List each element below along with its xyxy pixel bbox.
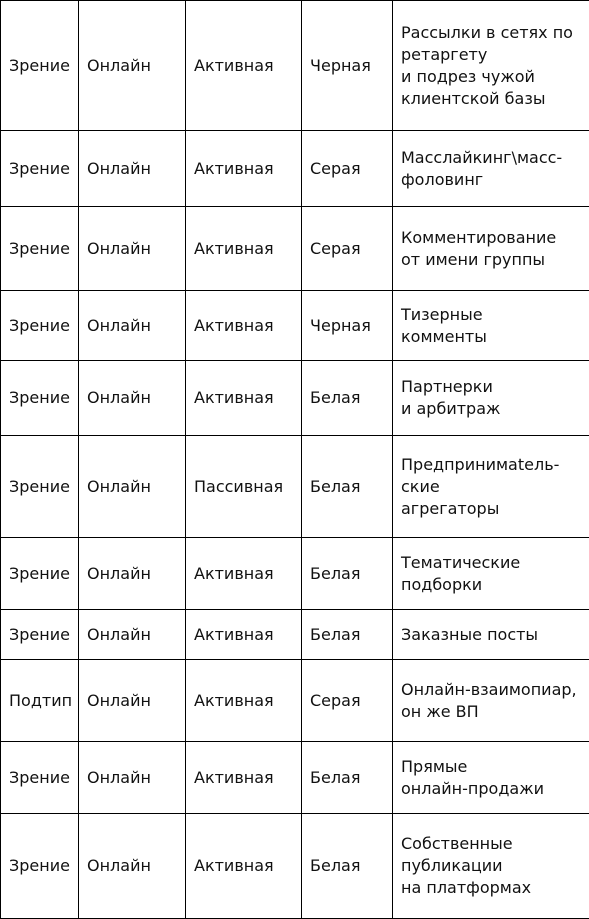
cell-channel: Онлайн	[79, 610, 186, 660]
table-row	[1, 436, 589, 538]
cell-channel: Онлайн	[79, 436, 186, 538]
table-row	[1, 131, 589, 207]
table-row	[1, 207, 589, 291]
cell-mode: Активная	[186, 1, 302, 131]
table-body	[1, 1, 589, 919]
cell-mode: Пассивная	[186, 436, 302, 538]
cell-mode: Активная	[186, 207, 302, 291]
cell-description: Онлайн-взаимопиар, он же ВП	[393, 660, 589, 742]
cell-category: Белая	[302, 538, 393, 610]
table-row	[1, 361, 589, 436]
cell-description: Тизерные комменты	[393, 291, 589, 361]
cell-mode: Активная	[186, 291, 302, 361]
table-row	[1, 291, 589, 361]
cell-channel: Онлайн	[79, 538, 186, 610]
cell-category: Белая	[302, 814, 393, 919]
cell-description: Прямые онлайн-продажи	[393, 742, 589, 814]
cell-channel: Онлайн	[79, 291, 186, 361]
cell-description: Собственные публикации на платформах	[393, 814, 589, 919]
cell-description: Комментирование от имени группы	[393, 207, 589, 291]
cell-category: Серая	[302, 207, 393, 291]
cell-description: Тематические подборки	[393, 538, 589, 610]
cell-description: Партнерки и арбитраж	[393, 361, 589, 436]
cell-description: Предпринимatель- ские агрегаторы	[393, 436, 589, 538]
cell-channel: Онлайн	[79, 660, 186, 742]
cell-mode: Активная	[186, 742, 302, 814]
cell-channel: Онлайн	[79, 742, 186, 814]
cell-category: Белая	[302, 742, 393, 814]
table-row	[1, 610, 589, 660]
table-row	[1, 1, 589, 131]
cell-subtype: Зрение	[1, 610, 79, 660]
cell-category: Черная	[302, 1, 393, 131]
cell-description: Масслайкинг\масс- фоловинг	[393, 131, 589, 207]
cell-mode: Активная	[186, 131, 302, 207]
cell-subtype: Зрение	[1, 291, 79, 361]
cell-subtype: Зрение	[1, 207, 79, 291]
cell-category: Белая	[302, 436, 393, 538]
cell-description: Рассылки в сетях по ретаргету и подрез чужой клиентской базы	[393, 1, 589, 131]
cell-subtype: Зрение	[1, 1, 79, 131]
cell-mode: Активная	[186, 361, 302, 436]
cell-channel: Онлайн	[79, 131, 186, 207]
cell-subtype: Подтип	[1, 660, 79, 742]
cell-subtype: Зрение	[1, 131, 79, 207]
cell-description: Заказные посты	[393, 610, 589, 660]
cell-channel: Онлайн	[79, 207, 186, 291]
cell-category: Белая	[302, 361, 393, 436]
cell-category: Черная	[302, 291, 393, 361]
cell-channel: Онлайн	[79, 1, 186, 131]
cell-subtype: Зрение	[1, 814, 79, 919]
table-row	[1, 660, 589, 742]
cell-mode: Активная	[186, 660, 302, 742]
table-row	[1, 742, 589, 814]
cell-mode: Активная	[186, 814, 302, 919]
cell-category: Серая	[302, 660, 393, 742]
cell-mode: Активная	[186, 538, 302, 610]
cell-channel: Онлайн	[79, 361, 186, 436]
cell-category: Серая	[302, 131, 393, 207]
cell-mode: Активная	[186, 610, 302, 660]
cell-channel: Онлайн	[79, 814, 186, 919]
cell-category: Белая	[302, 610, 393, 660]
cell-subtype: Зрение	[1, 361, 79, 436]
table-row	[1, 538, 589, 610]
table-row	[1, 814, 589, 919]
cell-subtype: Зрение	[1, 742, 79, 814]
cell-subtype: Зрение	[1, 436, 79, 538]
cell-subtype: Зрение	[1, 538, 79, 610]
